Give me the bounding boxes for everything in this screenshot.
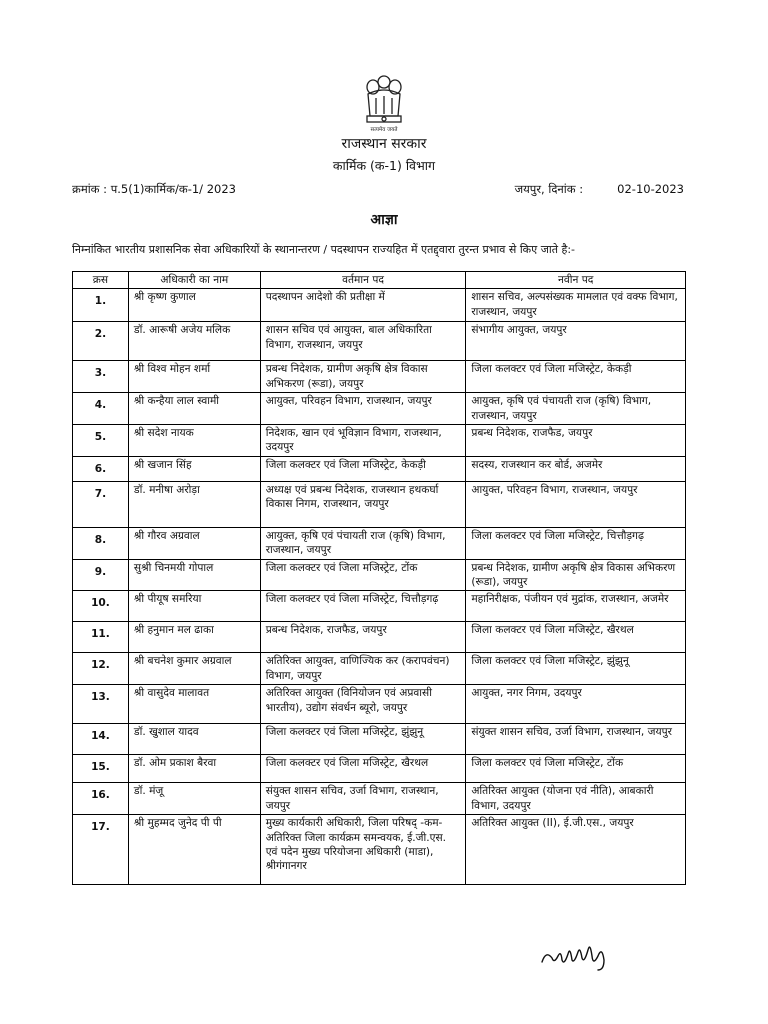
current-post-cell: जिला कलक्टर एवं जिला मजिस्ट्रेट, खैरथल <box>260 755 466 783</box>
current-post-cell: जिला कलक्टर एवं जिला मजिस्ट्रेट, झुंझुनू <box>260 724 466 755</box>
officer-name-cell: श्री मुहम्मद जुनेद पी पी <box>128 815 260 885</box>
serial-cell: 8. <box>73 527 129 559</box>
current-post-cell: प्रबन्ध निदेशक, ग्रामीण अकृषि क्षेत्र विकास अभिकरण (रूडा), जयपुर <box>260 361 466 393</box>
officer-name-cell: श्री कन्हैया लाल स्वामी <box>128 393 260 425</box>
table-row <box>73 481 686 527</box>
current-post-cell: आयुक्त, कृषि एवं पंचायती राज (कृषि) विभाग, राजस्थान, जयपुर <box>260 527 466 559</box>
table-row <box>73 527 686 559</box>
serial-cell: 9. <box>73 559 129 591</box>
current-post-cell: जिला कलक्टर एवं जिला मजिस्ट्रेट, चित्तौड़गढ़ <box>260 591 466 622</box>
officer-name-cell: डॉ. खुशाल यादव <box>128 724 260 755</box>
serial-cell: 6. <box>73 456 129 481</box>
table-row <box>73 622 686 653</box>
serial-cell: 13. <box>73 685 129 724</box>
new-post-cell: अतिरिक्त आयुक्त (II), ई.जी.एस., जयपुर <box>466 815 686 885</box>
serial-cell: 17. <box>73 815 129 885</box>
serial-cell: 12. <box>73 653 129 685</box>
new-post-cell: अतिरिक्त आयुक्त (योजना एवं नीति), आबकारी विभाग, उदयपुर <box>466 783 686 815</box>
table-header-row <box>73 272 686 289</box>
government-name: राजस्थान सरकार <box>341 136 427 152</box>
new-post-cell: जिला कलक्टर एवं जिला मजिस्ट्रेट, टोंक <box>466 755 686 783</box>
current-post-cell: जिला कलक्टर एवं जिला मजिस्ट्रेट, केकड़ी <box>260 456 466 481</box>
current-post-cell: पदस्थापन आदेशो की प्रतीक्षा में <box>260 289 466 322</box>
current-post-cell: प्रबन्ध निदेशक, राजफैड, जयपुर <box>260 622 466 653</box>
new-post-cell: सदस्य, राजस्थान कर बोर्ड, अजमेर <box>466 456 686 481</box>
officer-name-cell: श्री सदेश नायक <box>128 425 260 457</box>
new-post-cell: आयुक्त, परिवहन विभाग, राजस्थान, जयपुर <box>466 481 686 527</box>
table-row <box>73 724 686 755</box>
new-post-cell: शासन सचिव, अल्पसंख्यक मामलात एवं वक्फ विभाग, राजस्थान, जयपुर <box>466 289 686 322</box>
serial-cell: 15. <box>73 755 129 783</box>
transfer-table <box>72 271 686 885</box>
table-row <box>73 559 686 591</box>
header-officer-name: अधिकारी का नाम <box>128 272 260 289</box>
current-post-cell: आयुक्त, परिवहन विभाग, राजस्थान, जयपुर <box>260 393 466 425</box>
order-intro: निम्नांकित भारतीय प्रशासनिक सेवा अधिकारियों के स्थानान्तरण / पदस्थापन राज्यहित में एतद्द्वारा तुरन्त प्रभाव से किए जाते है:- <box>72 243 575 256</box>
order-title: आज्ञा <box>370 212 398 228</box>
table-row <box>73 591 686 622</box>
serial-cell: 1. <box>73 289 129 322</box>
new-post-cell: जिला कलक्टर एवं जिला मजिस्ट्रेट, खैरथल <box>466 622 686 653</box>
department-name: कार्मिक (क-1) विभाग <box>332 158 436 173</box>
state-emblem <box>358 72 410 134</box>
officer-name-cell: श्री बचनेश कुमार अग्रवाल <box>128 653 260 685</box>
current-post-cell: जिला कलक्टर एवं जिला मजिस्ट्रेट, टोंक <box>260 559 466 591</box>
new-post-cell: जिला कलक्टर एवं जिला मजिस्ट्रेट, झुंझुनू <box>466 653 686 685</box>
table-row <box>73 456 686 481</box>
emblem-motto: सत्यमेव जयते <box>370 127 398 133</box>
new-post-cell: जिला कलक्टर एवं जिला मजिस्ट्रेट, केकड़ी <box>466 361 686 393</box>
table-row <box>73 393 686 425</box>
officer-name-cell: श्री गौरव अग्रवाल <box>128 527 260 559</box>
table-row <box>73 361 686 393</box>
table-row <box>73 685 686 724</box>
new-post-cell: संयुक्त शासन सचिव, उर्जा विभाग, राजस्थान, जयपुर <box>466 724 686 755</box>
new-post-cell: संभागीय आयुक्त, जयपुर <box>466 322 686 361</box>
officer-name-cell: श्री पीयूष समरिया <box>128 591 260 622</box>
current-post-cell: संयुक्त शासन सचिव, उर्जा विभाग, राजस्थान, जयपुर <box>260 783 466 815</box>
new-post-cell: आयुक्त, नगर निगम, उदयपुर <box>466 685 686 724</box>
signature <box>538 936 612 972</box>
table-row <box>73 755 686 783</box>
officer-name-cell: श्री खजान सिंह <box>128 456 260 481</box>
serial-cell: 5. <box>73 425 129 457</box>
officer-name-cell: श्री कृष्ण कुणाल <box>128 289 260 322</box>
officer-name-cell: सुश्री चिनमयी गोपाल <box>128 559 260 591</box>
serial-cell: 2. <box>73 322 129 361</box>
serial-cell: 7. <box>73 481 129 527</box>
serial-cell: 10. <box>73 591 129 622</box>
officer-name-cell: डॉ. मंजू <box>128 783 260 815</box>
serial-cell: 11. <box>73 622 129 653</box>
officer-name-cell: डॉ. ओम प्रकाश बैरवा <box>128 755 260 783</box>
new-post-cell: प्रबन्ध निदेशक, ग्रामीण अकृषि क्षेत्र विकास अभिकरण (रूडा), जयपुर <box>466 559 686 591</box>
header-current-post: वर्तमान पद <box>260 272 466 289</box>
current-post-cell: अध्यक्ष एवं प्रबन्ध निदेशक, राजस्थान हथकर्घा विकास निगम, राजस्थान, जयपुर <box>260 481 466 527</box>
new-post-cell: आयुक्त, कृषि एवं पंचायती राज (कृषि) विभाग, राजस्थान, जयपुर <box>466 393 686 425</box>
table-row <box>73 653 686 685</box>
new-post-cell: जिला कलक्टर एवं जिला मजिस्ट्रेट, चित्तौड़गढ़ <box>466 527 686 559</box>
reference-number: क्रमांक : प.5(1)कार्मिक/क-1/ 2023 <box>72 182 236 196</box>
serial-cell: 4. <box>73 393 129 425</box>
serial-cell: 16. <box>73 783 129 815</box>
table-row <box>73 289 686 322</box>
officer-name-cell: श्री विश्व मोहन शर्मा <box>128 361 260 393</box>
place-date-label: जयपुर, दिनांक : <box>514 182 584 196</box>
table-row <box>73 425 686 457</box>
officer-name-cell: डॉ. आरूषी अजेय मलिक <box>128 322 260 361</box>
current-post-cell: निदेशक, खान एवं भूविज्ञान विभाग, राजस्थान, उदयपुर <box>260 425 466 457</box>
serial-cell: 14. <box>73 724 129 755</box>
header-serial: क्रस <box>73 272 129 289</box>
officer-name-cell: श्री हनुमान मल ढाका <box>128 622 260 653</box>
officer-name-cell: श्री वासुदेव मालावत <box>128 685 260 724</box>
order-date: 02-10-2023 <box>617 182 684 196</box>
new-post-cell: महानिरीक्षक, पंजीयन एवं मुद्रांक, राजस्थान, अजमेर <box>466 591 686 622</box>
reference-row <box>72 182 684 197</box>
table-body <box>73 289 686 885</box>
current-post-cell: अतिरिक्त आयुक्त (विनियोजन एवं अप्रवासी भारतीय), उद्योग संवर्धन ब्यूरो, जयपुर <box>260 685 466 724</box>
header-new-post: नवीन पद <box>466 272 686 289</box>
place-date <box>515 182 684 197</box>
table-row <box>73 815 686 885</box>
current-post-cell: मुख्य कार्यकारी अधिकारी, जिला परिषद् -कम- अतिरिक्त जिला कार्यक्रम समन्वयक, ई.जी.एस. एवं पदेन मुख्य परियोजना अधिकारी (माडा), श्रीगंगानगर <box>260 815 466 885</box>
current-post-cell: शासन सचिव एवं आयुक्त, बाल अधिकारिता विभाग, राजस्थान, जयपुर <box>260 322 466 361</box>
officer-name-cell: डॉ. मनीषा अरोड़ा <box>128 481 260 527</box>
new-post-cell: प्रबन्ध निदेशक, राजफैड, जयपुर <box>466 425 686 457</box>
current-post-cell: अतिरिक्त आयुक्त, वाणिज्यिक कर (करापवंचन) विभाग, जयपुर <box>260 653 466 685</box>
table-row <box>73 783 686 815</box>
serial-cell: 3. <box>73 361 129 393</box>
table-row <box>73 322 686 361</box>
